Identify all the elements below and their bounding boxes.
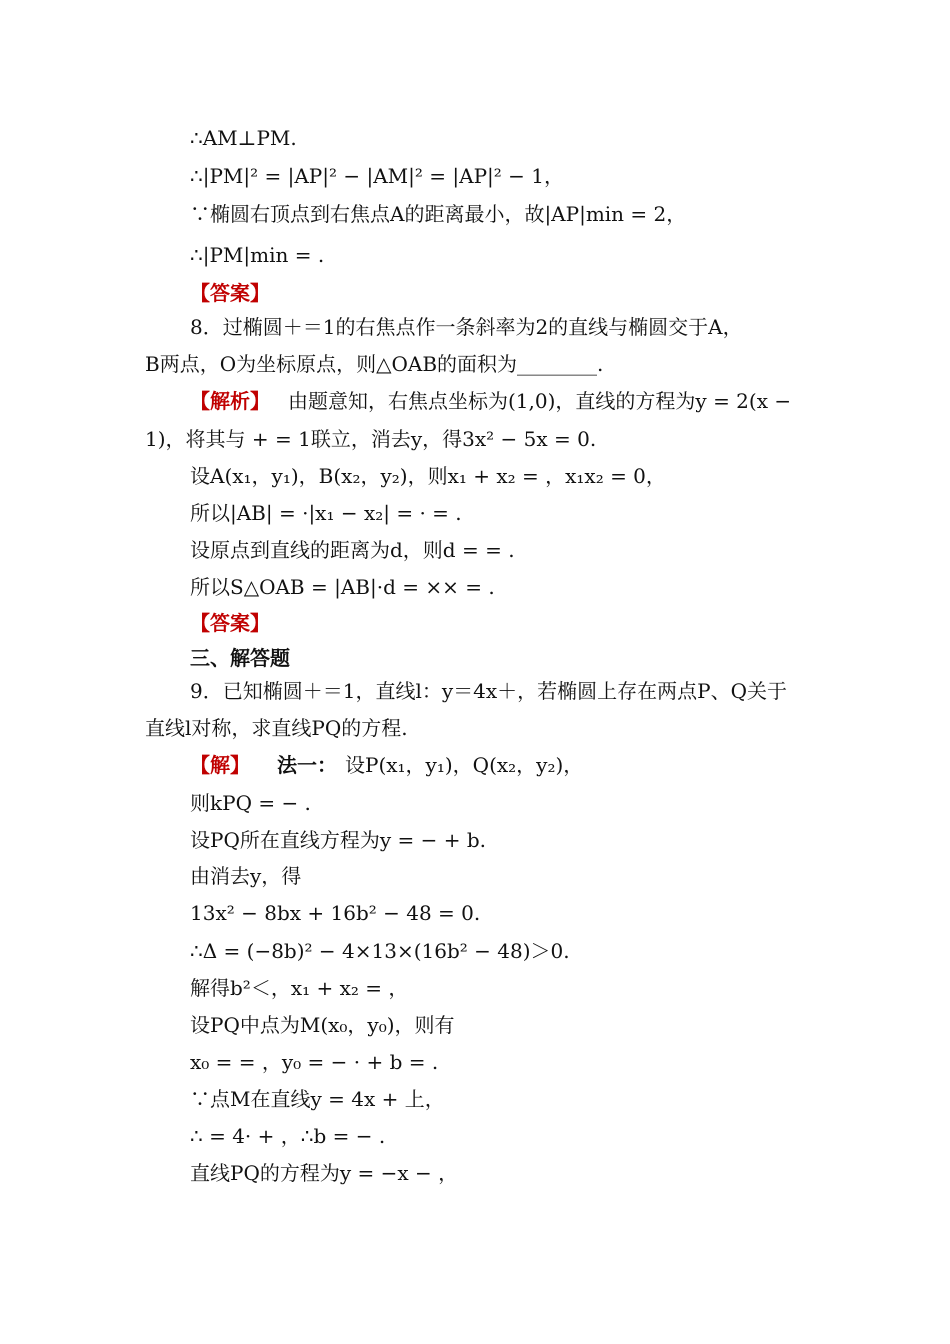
text-line: 所以S△OAB = |AB|·d = ×× = . <box>190 575 495 599</box>
text-line: 则kPQ = − . <box>190 791 311 815</box>
text-line: 设PQ中点为M(x₀，y₀)，则有 <box>190 1013 455 1037</box>
answer-label: 【答案】 <box>190 281 270 305</box>
text-line: 所以|AB| = ·|x₁ − x₂| = · = . <box>190 501 462 525</box>
solution-label: 【解】 <box>190 753 250 777</box>
text-line: 由消去y，得 <box>190 864 302 888</box>
text-line: ∵椭圆右顶点到右焦点A的距离最小，故|AP|min = 2， <box>190 202 687 226</box>
text-line: ∴ = 4· + ，∴b = − . <box>190 1124 386 1148</box>
text-line: ∴Δ = (−8b)² − 4×13×(16b² − 48)＞0. <box>190 939 570 963</box>
text-line: 设P(x₁，y₁)，Q(x₂，y₂)， <box>345 753 584 777</box>
answer-label: 【答案】 <box>190 611 270 635</box>
text-line: 13x² − 8bx + 16b² − 48 = 0. <box>190 901 481 925</box>
text-line: 直线PQ的方程为y = −x − ， <box>190 1161 459 1185</box>
method-label: 法一： <box>277 753 337 777</box>
text-line: 设PQ所在直线方程为y = − + b. <box>190 828 487 852</box>
section-heading: 三、解答题 <box>190 646 290 670</box>
text-line: 设原点到直线的距离为d，则d = = . <box>190 538 515 562</box>
question-text: 8．过椭圆＋＝1的右焦点作一条斜率为2的直线与椭圆交于A， <box>190 315 743 339</box>
text-line: 解得b²＜，x₁ + x₂ = ， <box>190 976 409 1000</box>
text-line: x₀ = = ，y₀ = − · + b = . <box>190 1050 439 1074</box>
question-text: 9．已知椭圆＋＝1，直线l：y＝4x＋，若椭圆上存在两点P、Q关于 <box>190 679 788 703</box>
question-text: B两点，O为坐标原点，则△OAB的面积为________. <box>145 352 604 376</box>
text-line: ∵点M在直线y = 4x + 上， <box>190 1087 445 1111</box>
text-line: ∴|PM|min = . <box>190 243 325 267</box>
text-line: 设A(x₁，y₁)，B(x₂，y₂)，则x₁ + x₂ = ，x₁x₂ = 0， <box>190 464 666 488</box>
text-line: ∴AM⊥PM. <box>190 126 297 150</box>
analysis-label: 【解析】 <box>190 389 270 413</box>
text-line: ∴|PM|² = |AP|² − |AM|² = |AP|² − 1， <box>190 164 564 188</box>
text-line: 1)，将其与 + = 1联立，消去y，得3x² − 5x = 0. <box>145 427 597 451</box>
text-line: 由题意知，右焦点坐标为(1,0)，直线的方程为y = 2(x − <box>288 389 792 413</box>
question-text: 直线l对称，求直线PQ的方程. <box>145 716 408 740</box>
